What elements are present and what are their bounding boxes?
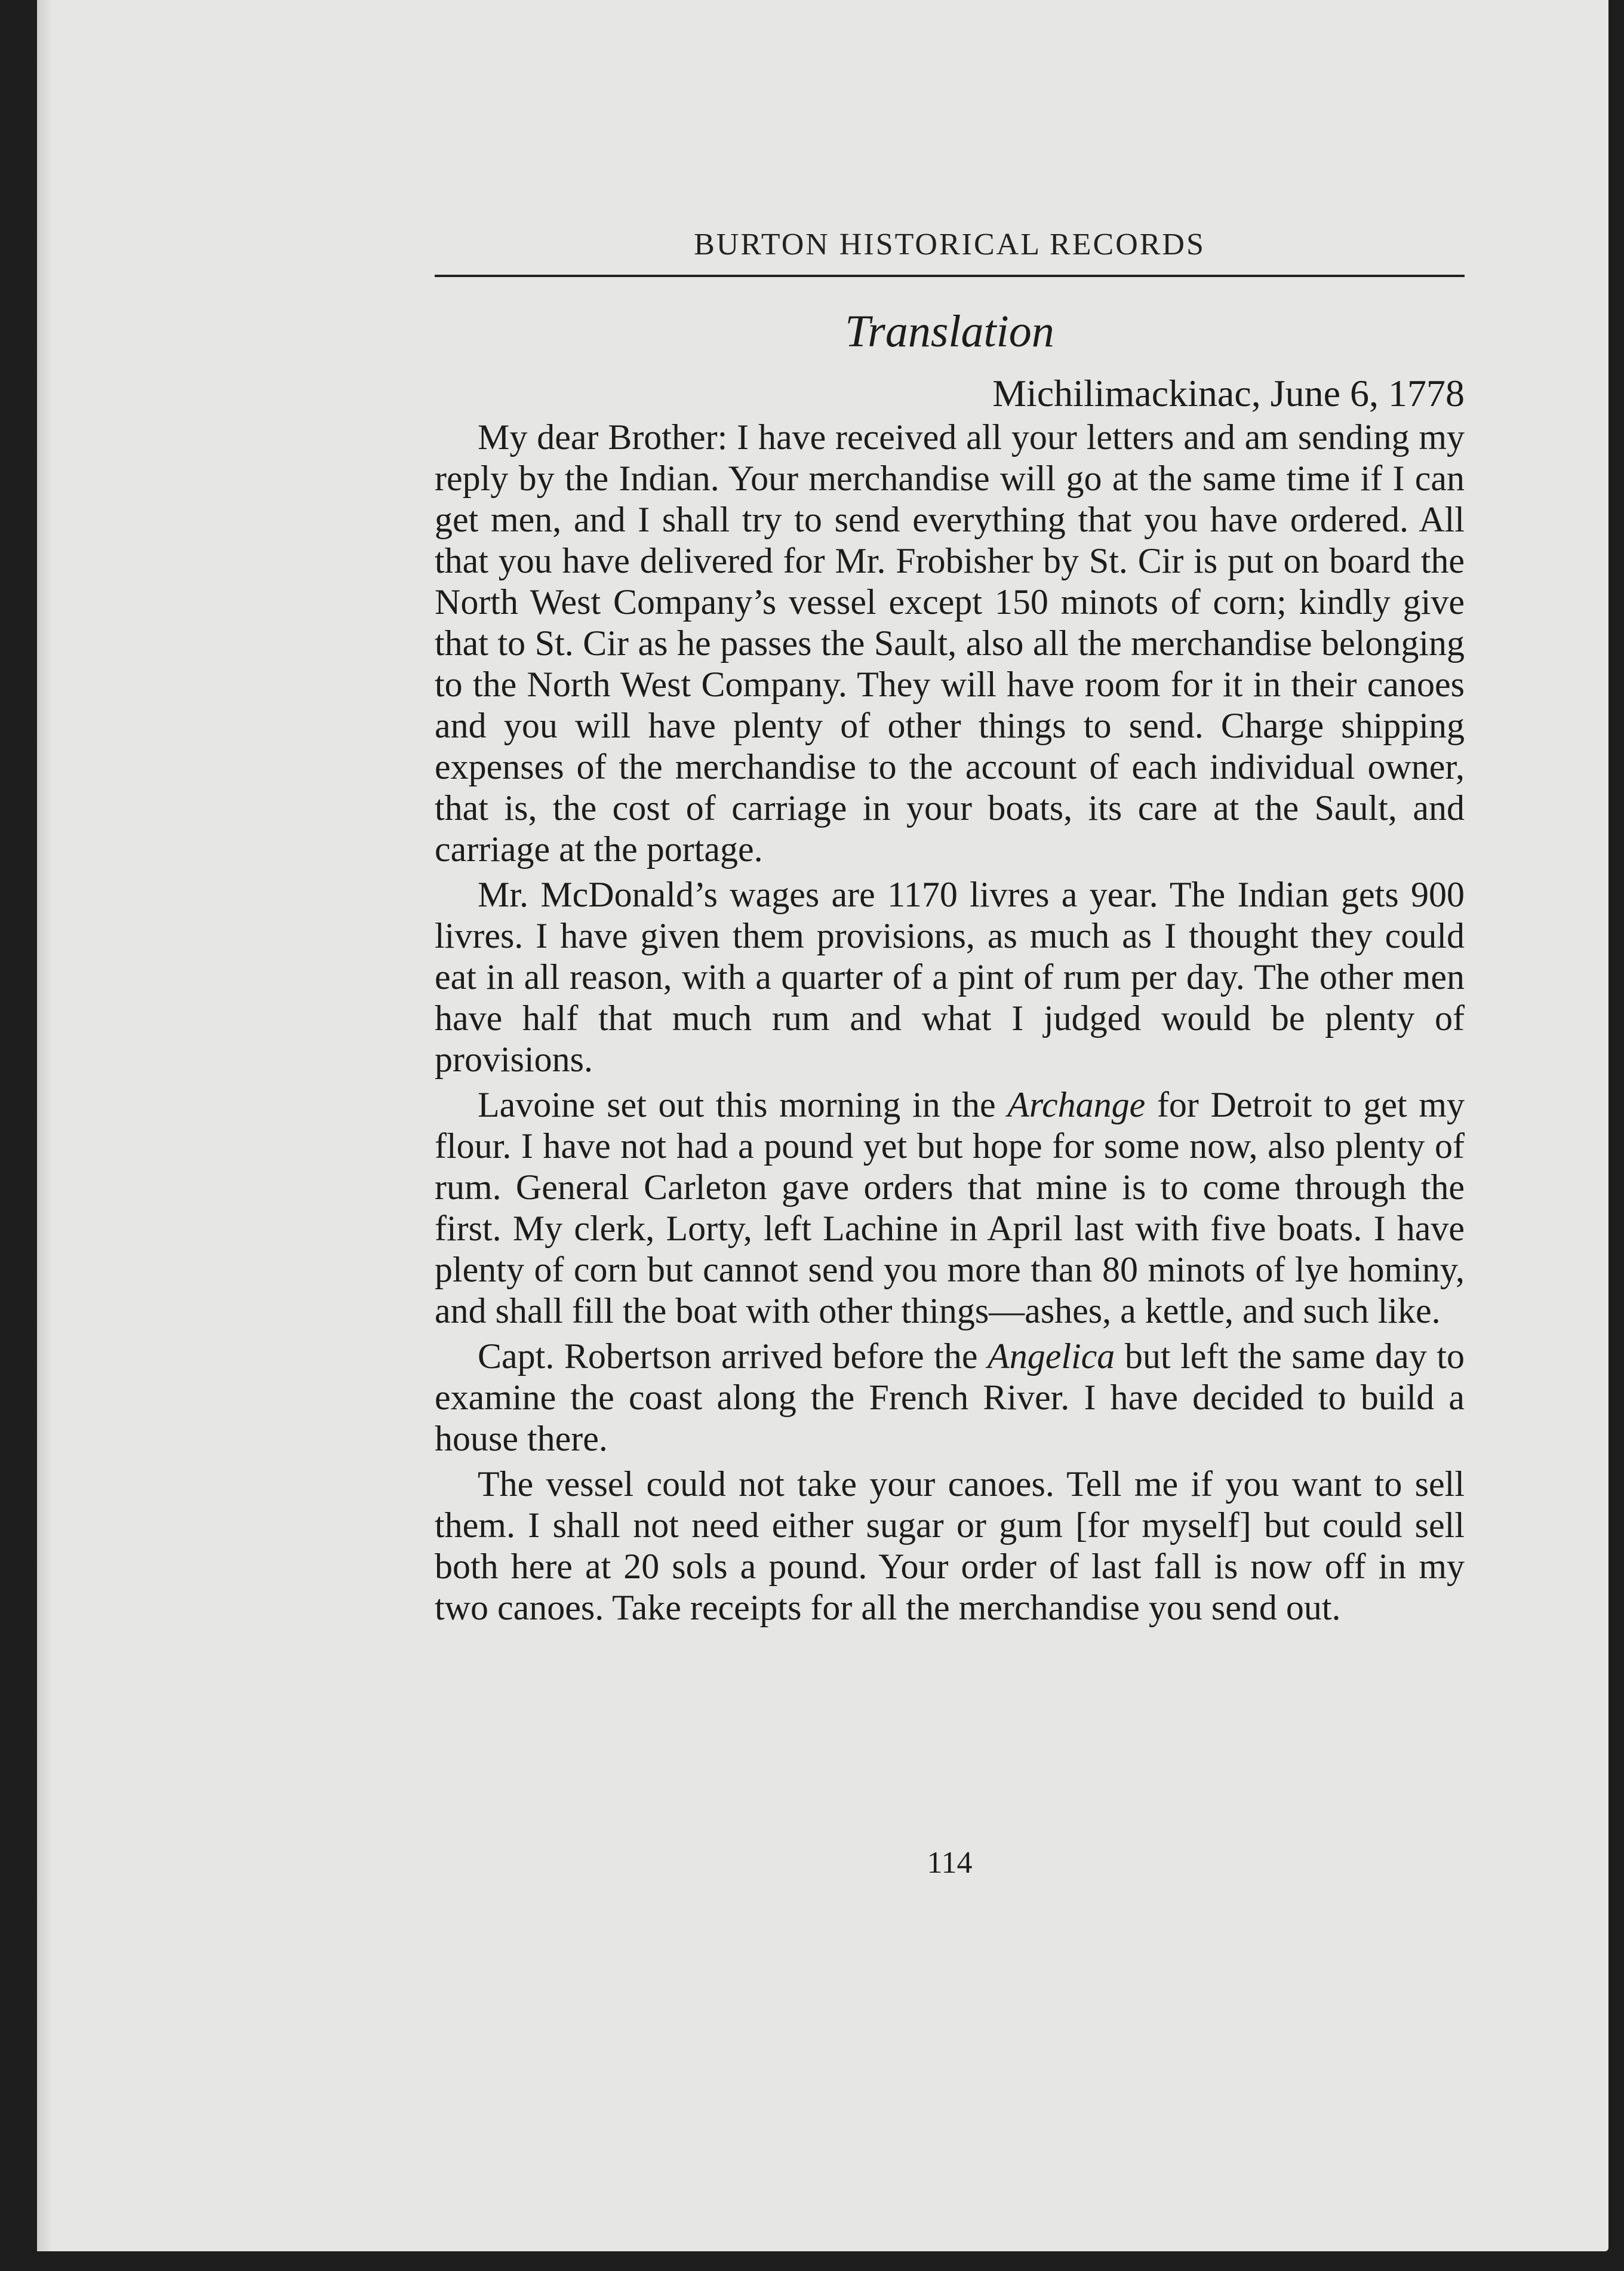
paragraph-2: Mr. McDonald’s wages are 1170 livres a year. The Indian gets 900 livres. I have given them provisions, as much as I thought they could eat in all reason, with a quarter of a pint of rum per day. The other men have half that much rum and what I judged would be plenty of provisions. <box>435 875 1465 1079</box>
paragraph-3 <box>435 1084 1465 1332</box>
paragraph-4-after: but left the same day to examine the coast along the French River. I have decided to build a house there. <box>435 1336 1465 1458</box>
running-title: BURTON HISTORICAL RECORDS <box>694 228 1205 262</box>
paragraph-1-text: I have received all your letters and am sending my reply by the Indian. Your merchandise will go at the same time if I can get men, and I shall try to send everything that you have ordered. All that you have delivered for Mr. Frobisher by St. Cir is put on board the North West Company’s vessel except 150 minots of corn; kindly give that to St. Cir as he passes the Sault, also all the merchandise belonging to the North West Company. They will have room for it in their canoes and you will have plenty of other things to send. Charge shipping expenses of the merchandise to the account of each individual owner, that is, the cost of carriage in your boats, its care at the Sault, and carriage at the portage. <box>435 417 1465 869</box>
ship-name-archange: Archange <box>1007 1085 1146 1124</box>
page-edge-shadow <box>37 0 53 2251</box>
document-title: Translation <box>845 306 1054 357</box>
paragraph-5: The vessel could not take your canoes. Tell me if you want to sell them. I shall not need either sugar or gum [for myself] but could sell both here at 20 sols a pound. Your order of last fall is now off in my two canoes. Take receipts for all the merchandise you send out. <box>435 1464 1465 1627</box>
letter-body <box>435 417 1465 1633</box>
ship-name-angelica: Angelica <box>988 1336 1115 1376</box>
paragraph-1 <box>435 417 1465 870</box>
paragraph-3-before: Lavoine set out this morning in the <box>478 1085 1008 1124</box>
letter-salutation: My dear Brother: <box>478 417 728 457</box>
letter-dateline: Michilimackinac, June 6, 1778 <box>992 372 1465 414</box>
paragraph-4 <box>435 1336 1465 1459</box>
paragraph-3-after: for Detroit to get my flour. I have not had a pound yet but hope for some now, also plenty of rum. General Carleton gave orders that mine is to come through the first. My clerk, Lorty, left Lachine in April last with five boats. I have plenty of corn but cannot send you more than 80 minots of lye hominy, and shall fill the boat with other things—ashes, a kettle, and such like. <box>435 1085 1465 1330</box>
paragraph-4-before: Capt. Robertson arrived before the <box>478 1336 988 1376</box>
page-number: 114 <box>927 1846 973 1880</box>
running-header <box>435 209 1465 277</box>
